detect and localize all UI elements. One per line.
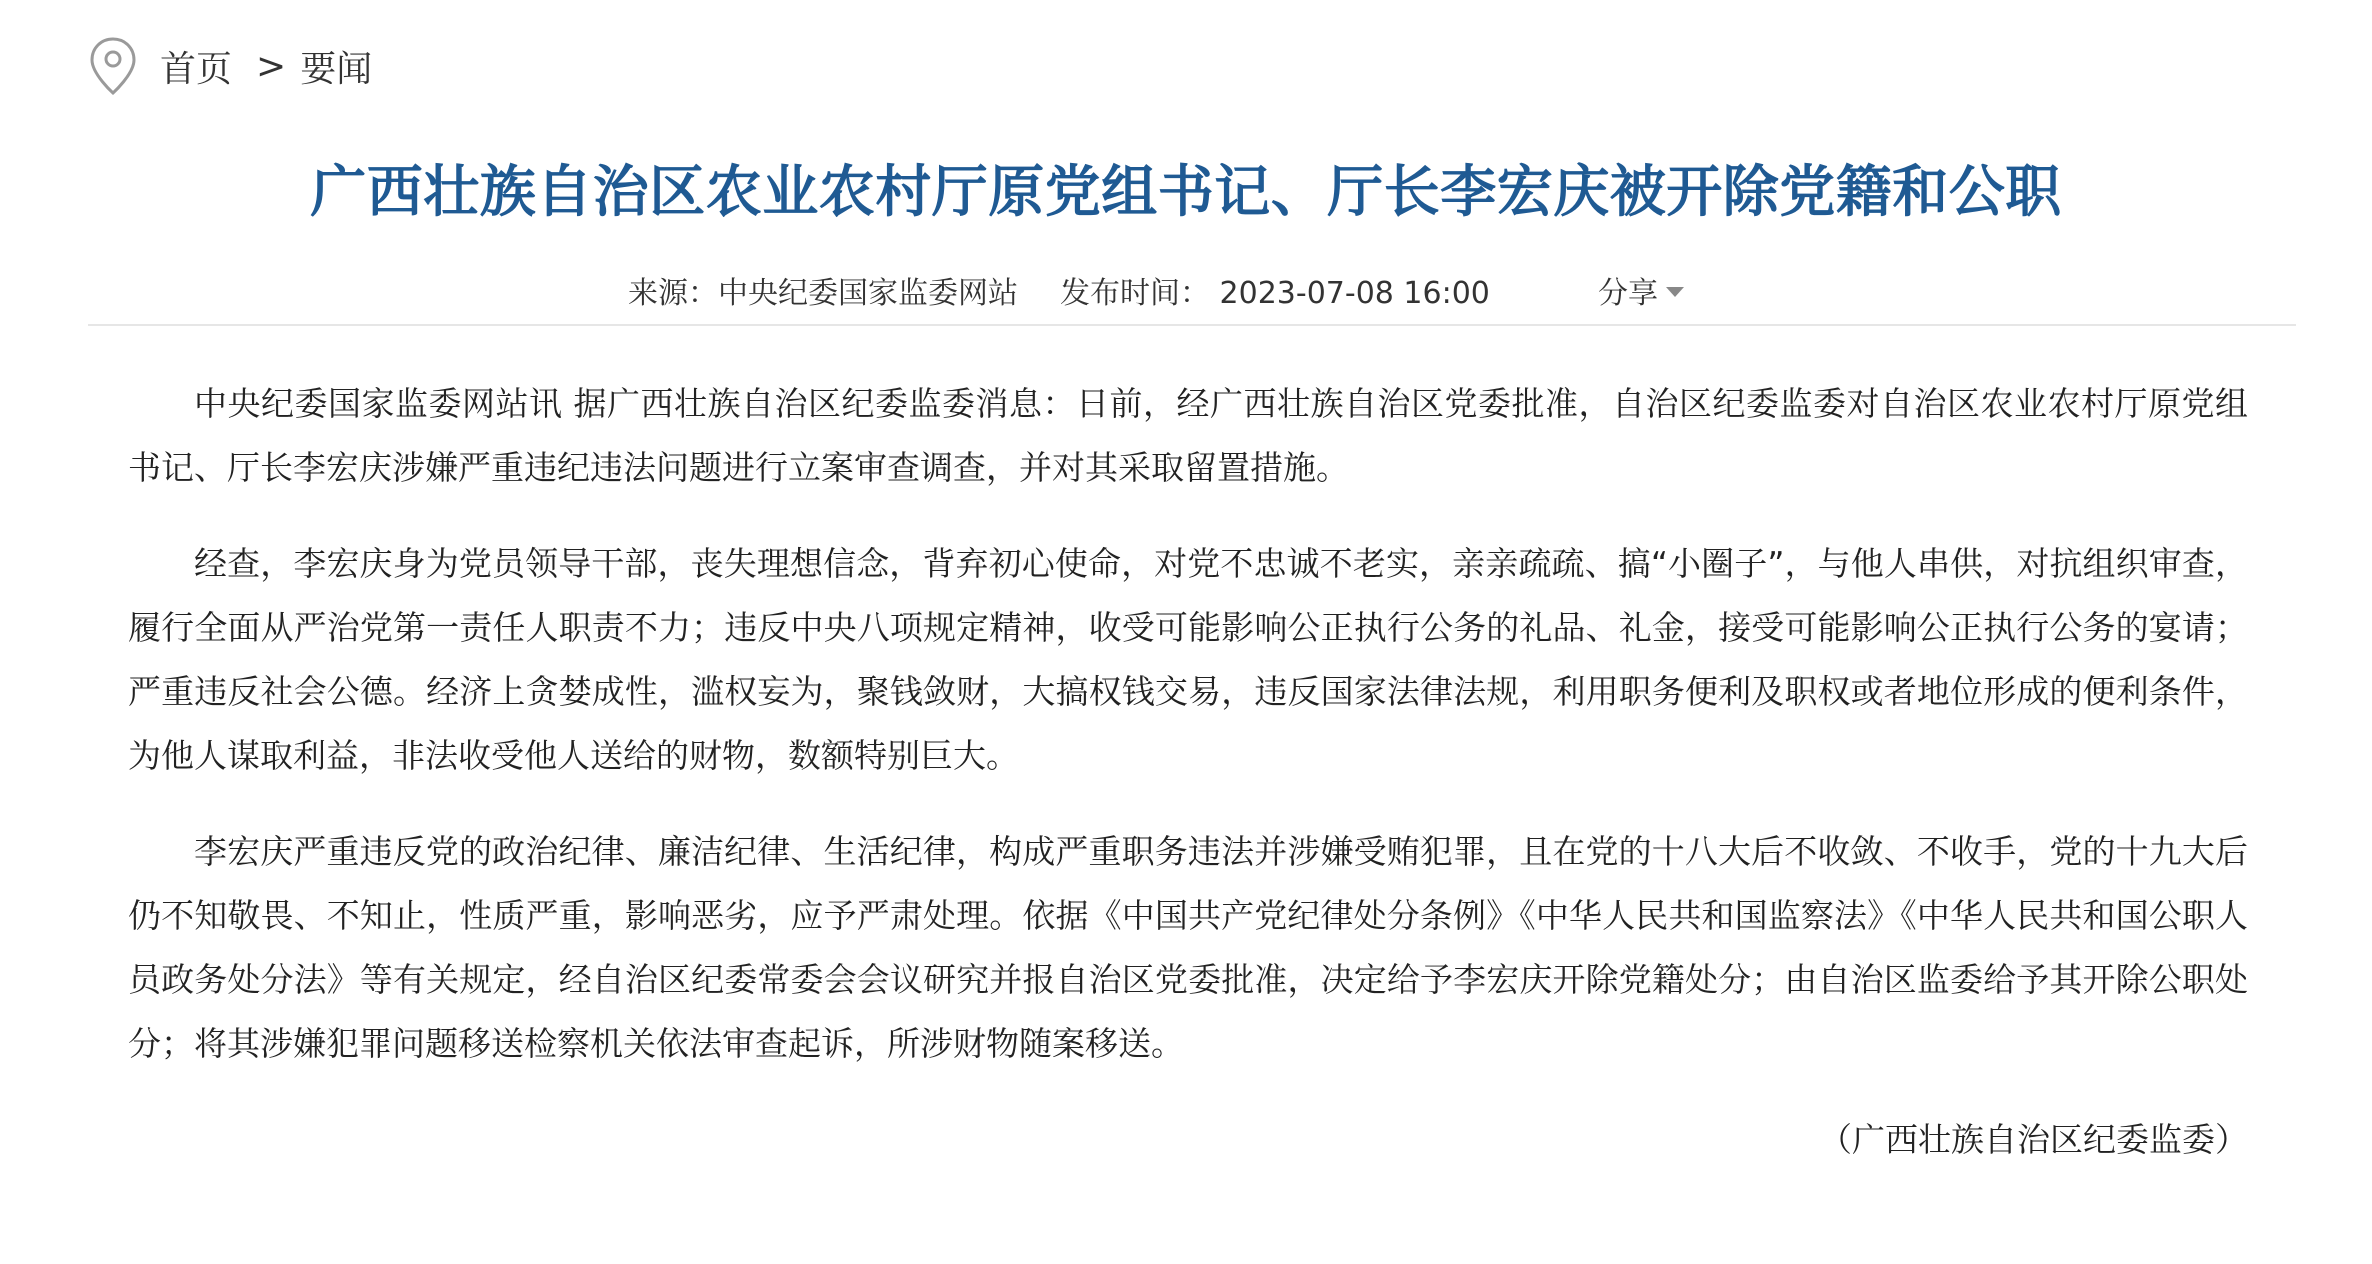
breadcrumb [88,36,372,96]
breadcrumb-separator: > [256,45,287,87]
breadcrumb-current-link[interactable]: 要闻 [300,48,373,90]
article-publish-time: 发布时间： 2023-07-08 16:00 [1060,276,1490,311]
article-source: 来源：中央纪委国家监委网站 [628,276,1018,311]
article-meta [0,268,2372,311]
header-divider [88,324,2296,326]
article-signoff: （广西壮族自治区纪委监委） [1819,1120,2248,1159]
breadcrumb-home-link[interactable]: 首页 [160,48,233,90]
article-paragraph: 李宏庆严重违反党的政治纪律、廉洁纪律、生活纪律，构成严重职务违法并涉嫌受贿犯罪，且在党的十八大后不收敛、不收手，党的十九大后仍不知敬畏、不知止，性质严重，影响恶劣，应予严肃处理。依据《中国共产党纪律处分条例》《中华人民共和国监察法》《中华人民共和国公职人员政务处分法》等有关规定，经自治区纪委常委会会议研究并报自治区党委批准，决定给予李宏庆开除党籍处分；由自治区监委给予其开除公职处分；将其涉嫌犯罪问题移送检察机关依法审查起诉，所涉财物随案移送。 [128,832,2248,1063]
caret-down-icon [1666,287,1684,297]
article-paragraph: 中央纪委国家监委网站讯 据广西壮族自治区纪委监委消息：日前，经广西壮族自治区党委批准，自治区纪委监委对自治区农业农村厅原党组书记、厅长李宏庆涉嫌严重违纪违法问题进行立案审查调查，并对其采取留置措施。 [128,384,2248,487]
share-label: 分享 [1598,276,1658,311]
article-body [128,372,2248,1204]
share-button[interactable] [1598,268,1684,312]
article-paragraph: 经查，李宏庆身为党员领导干部，丧失理想信念，背弃初心使命，对党不忠诚不老实，亲亲疏疏、搞“小圈子”，与他人串供，对抗组织审查，履行全面从严治党第一责任人职责不力；违反中央八项规定精神，收受可能影响公正执行公务的礼品、礼金，接受可能影响公正执行公务的宴请；严重违反社会公德。经济上贪婪成性，滥权妄为，聚钱敛财，大搞权钱交易，违反国家法律法规，利用职务便利及职权或者地位形成的便利条件，为他人谋取利益，非法收受他人送给的财物，数额特别巨大。 [128,544,2248,775]
location-pin-icon [88,36,138,96]
article-title: 广西壮族自治区农业农村厅原党组书记、厅长李宏庆被开除党籍和公职 [310,160,2062,225]
